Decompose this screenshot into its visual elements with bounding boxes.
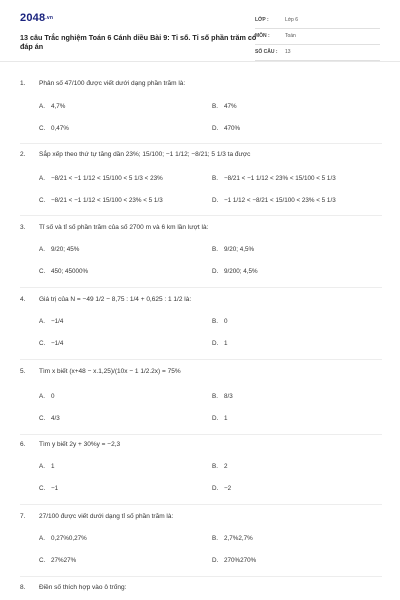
question-8 [20, 584, 382, 596]
meta-row-grade [255, 15, 380, 29]
option-b[interactable]: B. −8/21 < −1 1/12 < 23% < 15/100 < 5 1/3 [212, 175, 336, 182]
option-d[interactable]: D. −1 1/12 < −8/21 < 15/100 < 23% < 5 1/3 [212, 197, 336, 204]
meta-label: MÔN : [255, 33, 270, 39]
question-stem [20, 513, 382, 525]
option-c[interactable]: C. 0,47% [39, 125, 69, 132]
question-5 [20, 368, 382, 422]
option-c[interactable]: C. 4/3 [39, 415, 60, 422]
option-a[interactable]: A. 1 [39, 463, 55, 470]
option-d[interactable]: D. 470% [212, 125, 241, 132]
question-text: Tỉ số và tỉ số phần trăm của số 2700 m và 6 km lần lượt là: [39, 224, 209, 231]
question-number: 8. [20, 584, 26, 591]
option-b[interactable]: B. 9/20; 4,5% [212, 246, 255, 253]
document-meta [255, 15, 380, 63]
option-a[interactable]: A. −8/21 < −1 1/12 < 15/100 < 5 1/3 < 23% [39, 175, 163, 182]
option-a[interactable]: A. 4,7% [39, 103, 66, 110]
option-c[interactable]: C. −1 [39, 485, 59, 492]
question-3 [20, 224, 382, 275]
document-title: 13 câu Trắc nghiệm Toán 6 Cánh diều Bài 9: Tỉ số. Tỉ số phần trăm có đáp án [20, 33, 257, 51]
question-stem [20, 441, 382, 453]
question-text: Điền số thích hợp vào ô trống: [39, 584, 127, 591]
meta-row-count [255, 47, 380, 61]
option-a[interactable]: A. 9/20; 45% [39, 246, 80, 253]
option-a[interactable]: A. 0,27%0,27% [39, 535, 87, 542]
question-stem [20, 224, 382, 236]
meta-value: Lớp 6 [285, 17, 299, 23]
divider [20, 504, 382, 505]
option-d[interactable]: D. 1 [212, 415, 228, 422]
question-text: Giá trị của N = −49 1/2 − 8,75 : 1/4 + 0,625 : 1 1/2 là: [39, 296, 192, 303]
option-c[interactable]: C. −1/4 [39, 340, 64, 347]
option-d[interactable]: D. 270%270% [212, 557, 257, 564]
question-7 [20, 513, 382, 564]
option-d[interactable]: D. 9/200; 4,5% [212, 268, 258, 275]
option-b[interactable]: B. 8/3 [212, 393, 233, 400]
option-d[interactable]: D. −2 [212, 485, 232, 492]
divider [20, 359, 382, 360]
option-c[interactable]: C. −8/21 < −1 1/12 < 15/100 < 23% < 5 1/3 [39, 197, 163, 204]
question-6 [20, 441, 382, 492]
question-number: 2. [20, 151, 26, 158]
option-a[interactable]: A. −1/4 [39, 318, 64, 325]
question-number: 1. [20, 80, 26, 87]
option-c[interactable]: C. 27%27% [39, 557, 77, 564]
meta-label: LỚP : [255, 17, 269, 23]
divider [20, 434, 382, 435]
question-number: 6. [20, 441, 26, 448]
divider [20, 143, 382, 144]
meta-label: SỐ CÂU : [255, 49, 278, 55]
question-stem [20, 584, 382, 596]
document-header [0, 0, 400, 62]
question-stem [20, 80, 382, 92]
question-2 [20, 151, 382, 204]
meta-row-subject [255, 31, 380, 45]
divider [20, 215, 382, 216]
divider [20, 576, 382, 577]
meta-value: Toán [285, 33, 296, 39]
option-b[interactable]: B. 2,7%2,7% [212, 535, 253, 542]
question-number: 3. [20, 224, 26, 231]
question-1 [20, 80, 382, 132]
option-c[interactable]: C. 450; 45000% [39, 268, 89, 275]
question-number: 7. [20, 513, 26, 520]
option-b[interactable]: B. 47% [212, 103, 237, 110]
question-stem [20, 368, 382, 380]
question-stem [20, 296, 382, 308]
meta-value: 13 [285, 49, 291, 55]
option-b[interactable]: B. 2 [212, 463, 228, 470]
question-text: Tìm y biết 2y + 30%y = −2,3 [39, 441, 121, 448]
option-a[interactable]: A. 0 [39, 393, 55, 400]
question-text: Sắp xếp theo thứ tự tăng dần 23%; 15/100; −1 1/12; −8/21; 5 1/3 ta được [39, 151, 251, 158]
question-number: 5. [20, 368, 26, 375]
question-text: Tìm x biết (x+48 − x.1,25)/(10x − 1 1/2.2x) = 75% [39, 368, 181, 375]
option-d[interactable]: D. 1 [212, 340, 228, 347]
question-number: 4. [20, 296, 26, 303]
question-text: Phân số 47/100 được viết dưới dạng phần trăm là: [39, 80, 186, 87]
divider [20, 287, 382, 288]
question-text: 27/100 được viết dưới dạng tỉ số phần trăm là: [39, 513, 174, 520]
question-stem [20, 151, 382, 163]
option-b[interactable]: B. 0 [212, 318, 228, 325]
question-4 [20, 296, 382, 347]
site-logo[interactable]: 2048.vn [20, 12, 54, 24]
